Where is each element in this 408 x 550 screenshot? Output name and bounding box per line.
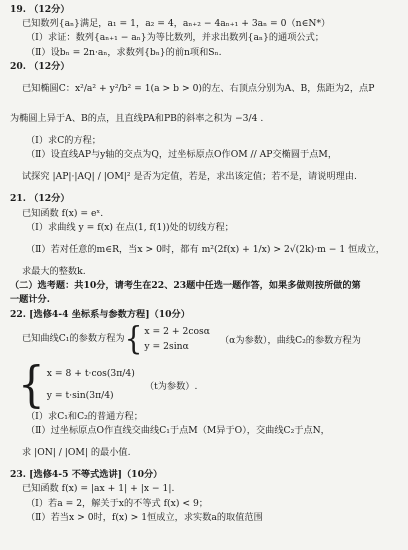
problem-22-curve-c2	[10, 356, 400, 413]
problem-23-part-1: （Ⅰ）若a = 2，解关于x的不等式 f(x) < 9；	[26, 497, 208, 509]
problem-21-part-2-cont: 求最大的整数k.	[22, 266, 86, 278]
elective-note-cont: 一题计分.	[10, 294, 50, 306]
problem-20-header: 20. （12分）	[10, 60, 70, 72]
problem-23-header: 23. [选修4-5 不等式选讲]（10分）	[10, 469, 163, 481]
problem-22-part-2-cont: 求 |ON| / |OM| 的最小值.	[22, 447, 131, 459]
c2-equation-x: x = 8 + t·cos(3π/4)	[46, 367, 135, 379]
problem-21-part-2: （Ⅱ）若对任意的m∈R，当x > 0时，都有 m²(2f(x) + 1/x) > 2√(2k)·m − 1 恒成立，	[26, 244, 385, 256]
problem-22-statement-cont: （α为参数），曲线C₂的参数方程为	[219, 334, 361, 346]
brace-glyph: {	[18, 356, 45, 413]
problem-20-part-1: （Ⅰ）求C的方程；	[26, 135, 101, 147]
problem-19-header: 19. （12分）	[10, 4, 70, 15]
c1-equation-x: x = 2 + 2cosα	[144, 325, 210, 337]
problem-23-part-2: （Ⅱ）若当x > 0时，f(x) > 1恒成立，求实数a的取值范围	[26, 511, 263, 523]
c1-parametric-system	[144, 324, 210, 354]
problem-22-statement: 已知曲线C₁的参数方程为	[22, 332, 125, 344]
problem-21-header: 21. （12分）	[10, 193, 70, 205]
c1-equation-y: y = 2sinα	[144, 340, 189, 352]
elective-note: （二）选考题：共10分，请考生在22、23题中任选一题作答，如果多做则按所做的第	[10, 280, 361, 292]
problem-22-part-2: （Ⅱ）过坐标原点O作直线交曲线C₁于点M（M异于O），交曲线C₂于点N，	[26, 425, 330, 437]
problem-23-statement: 已知函数 f(x) = |ax + 1| + |x − 1|.	[22, 483, 175, 495]
problem-22-header: 22. [选修4-4 坐标系与参数方程]（10分）	[10, 308, 190, 320]
problem-21-statement: 已知函数 f(x) = eˣ.	[22, 207, 104, 219]
problem-20-statement-cont: 为椭圆上异于A、B的点，且直线PA和PB的斜率之积为 −3/4 .	[10, 113, 264, 125]
c2-param-note: （t为参数）.	[144, 380, 198, 392]
brace-glyph: {	[124, 319, 143, 358]
c2-equation-y: y = t·sin(3π/4)	[46, 389, 114, 401]
problem-19-part-2: （Ⅱ）设bₙ = 2n·aₙ，求数列{bₙ}的前n项和Sₙ.	[26, 46, 222, 58]
c2-parametric-system	[47, 363, 135, 407]
problem-21-part-1: （Ⅰ）求曲线 y = f(x) 在点(1, f(1))处的切线方程；	[26, 221, 234, 233]
problem-19-statement: 已知数列{aₙ}满足，a₁ = 1，a₂ = 4，aₙ₊₂ − 4aₙ₊₁ + 3aₙ = 0（n∈N*）	[22, 18, 331, 30]
problem-19-part-1: （Ⅰ）求证：数列{aₙ₊₁ − aₙ}为等比数列，并求出数列{aₙ}的通项公式；	[26, 32, 324, 44]
problem-20-part-2-cont: 试探究 |AP|·|AQ| / |OM|² 是否为定值，若是，求出该定值；若不是，请说明理由.	[22, 171, 357, 183]
problem-22-curve-c1	[10, 319, 400, 358]
problem-20-part-2: （Ⅱ）设直线AP与y轴的交点为Q，过坐标原点O作OM // AP交椭圆于点M，	[26, 149, 338, 161]
problem-20-statement: 已知椭圆C：x²/a² + y²/b² = 1(a > b > 0)的左、右顶点分别为A、B，焦距为2，点P	[22, 83, 375, 95]
problem-22-part-1: （Ⅰ）求C₁和C₂的普通方程；	[26, 410, 143, 422]
